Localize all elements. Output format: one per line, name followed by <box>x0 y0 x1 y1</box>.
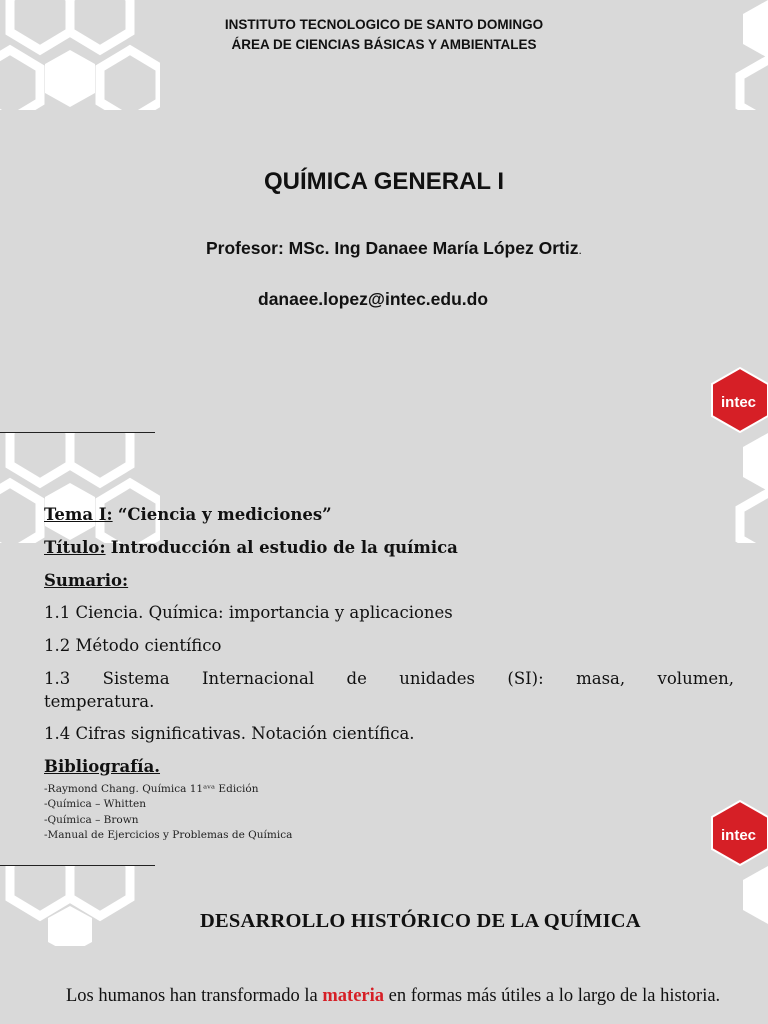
intec-logo <box>708 799 768 866</box>
history-text-continued: en formas más útiles a lo largo de la historia. <box>384 986 721 1006</box>
history-paragraph <box>66 985 736 1008</box>
bibliography-item: -Química – Brown <box>44 814 139 826</box>
summary-item: 1.1 Ciencia. Química: importancia y aplicaciones <box>44 603 453 622</box>
professor-trailing-dot: . <box>578 243 582 257</box>
course-title: QUÍMICA GENERAL I <box>263 168 504 195</box>
summary-item-continued: temperatura. <box>44 692 155 711</box>
hexagon-decoration-top-left <box>0 866 160 946</box>
hexagon-decoration-top-right <box>718 866 768 946</box>
professor-name: Profesor: MSc. Ing Danaee María López Ortiz <box>206 238 579 258</box>
professor-email: danaee.lopez@intec.edu.do <box>258 289 489 309</box>
slide-title: DESARROLLO HISTÓRICO DE LA QUÍMICA <box>200 910 641 932</box>
titulo-value: Introducción al estudio de la química <box>110 538 458 557</box>
professor-line <box>206 238 582 259</box>
tema-label: Tema I: <box>44 505 113 524</box>
summary-item: 1.2 Método científico <box>44 636 222 655</box>
titulo-label: Título: <box>44 538 106 557</box>
bibliografia-heading <box>44 757 734 776</box>
bibliografia-label: Bibliografía. <box>44 757 161 776</box>
intec-logo <box>708 366 768 433</box>
slide-1-title <box>0 0 768 433</box>
department-name: ÁREA DE CIENCIAS BÁSICAS Y AMBIENTALES <box>231 37 537 52</box>
sumario-heading <box>44 571 734 590</box>
intec-logo-text: intec <box>721 394 757 411</box>
hexagon-decoration-top-left <box>0 433 160 543</box>
slide-2-summary <box>0 433 768 866</box>
bibliography-item: -Química – Whitten <box>44 798 146 810</box>
summary-item: 1.4 Cifras significativas. Notación científica. <box>44 724 415 743</box>
highlighted-word: materia <box>322 986 385 1006</box>
tema-value: “Ciencia y mediciones” <box>117 505 332 524</box>
bibliography-item: -Raymond Chang. Química 11ᵃᵛᵃ Edición <box>44 783 259 795</box>
tema-line <box>44 505 734 524</box>
hexagon-decoration-top-right <box>718 433 768 543</box>
intec-logo-text: intec <box>721 827 757 844</box>
bibliography-item: -Manual de Ejercicios y Problemas de Química <box>44 829 293 841</box>
sumario-label: Sumario: <box>44 571 129 590</box>
history-text: Los humanos han transformado la <box>66 986 323 1006</box>
institution-name: INSTITUTO TECNOLOGICO DE SANTO DOMINGO <box>224 17 544 32</box>
slide-3-history <box>0 866 768 1024</box>
summary-item: 1.3 Sistema Internacional de unidades (SI): masa, volumen, <box>44 669 734 688</box>
titulo-line <box>44 538 734 557</box>
